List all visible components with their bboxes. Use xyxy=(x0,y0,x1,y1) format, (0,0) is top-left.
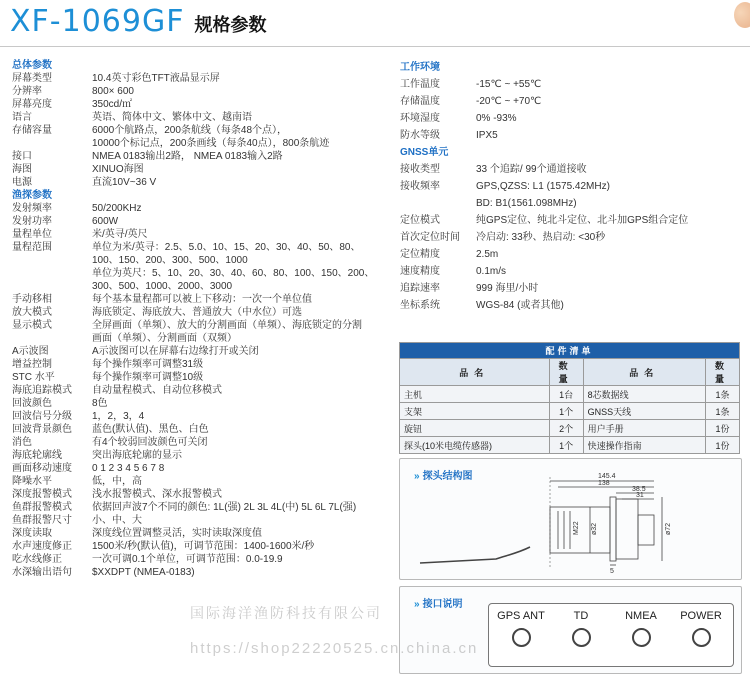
spec-row xyxy=(400,93,745,110)
table-cell: 1个 xyxy=(549,403,583,420)
connector-icon xyxy=(632,628,651,647)
double-chevron-icon: » xyxy=(414,599,420,610)
packing-header-qty: 数量 xyxy=(705,359,739,386)
spec-row xyxy=(12,397,382,410)
spec-label: 环境湿度 xyxy=(400,113,440,124)
spec-label: A示波图 xyxy=(12,346,49,357)
spec-row xyxy=(12,449,382,462)
spec-row xyxy=(12,345,382,358)
spec-row xyxy=(12,384,382,397)
packing-list-table xyxy=(399,342,740,454)
spec-row xyxy=(400,178,745,195)
spec-row xyxy=(400,263,745,280)
spec-value: 有4个较弱回波颜色可关闭 xyxy=(92,437,208,448)
spec-label: 存储容量 xyxy=(12,125,52,136)
spec-row xyxy=(12,254,382,267)
spec-row xyxy=(12,527,382,540)
section-title: 工作环境 xyxy=(400,62,440,73)
packing-header-name: 品名 xyxy=(400,359,550,386)
connector-icon xyxy=(572,628,591,647)
spec-row xyxy=(12,228,382,241)
spec-value: 深度线位置调整灵活，实时读取深度值 xyxy=(92,528,262,539)
spec-label: 屏幕类型 xyxy=(12,73,52,84)
corner-decoration xyxy=(734,2,750,28)
spec-value: 自动量程模式、自动位移模式 xyxy=(92,385,222,396)
table-row xyxy=(400,437,740,454)
spec-row xyxy=(12,501,382,514)
spec-row xyxy=(12,72,382,85)
spec-label: 分辨率 xyxy=(12,86,42,97)
spec-row xyxy=(400,195,745,212)
spec-value: 单位为米/英寻：2.5、5.0、10、15、20、30、40、50、80、 xyxy=(92,242,361,253)
spec-label: 显示模式 xyxy=(12,320,52,331)
spec-value: 100、150、200、300、500、1000 xyxy=(92,255,248,266)
spec-row xyxy=(12,241,382,254)
spec-label: 降噪水平 xyxy=(12,476,52,487)
spec-label: 消色 xyxy=(12,437,32,448)
spec-row xyxy=(12,124,382,137)
spec-label: 增益控制 xyxy=(12,359,52,370)
probe-title-text: 探头结构图 xyxy=(422,471,473,482)
section-title: 总体参数 xyxy=(12,60,52,71)
connector-box xyxy=(488,603,734,667)
spec-value: 2.5m xyxy=(476,249,499,260)
spec-label: 放大模式 xyxy=(12,307,52,318)
table-cell: 探头(10米电缆传感器) xyxy=(400,437,550,454)
spec-label: 深度读取 xyxy=(12,528,52,539)
left-spec-column xyxy=(12,59,382,579)
spec-row xyxy=(400,161,745,178)
spec-row xyxy=(12,475,382,488)
spec-row xyxy=(12,462,382,475)
port-label: GPS ANT xyxy=(497,610,545,622)
spec-row xyxy=(400,212,745,229)
spec-label: 屏幕亮度 xyxy=(12,99,52,110)
spec-value: NMEA 0183输出2路， NMEA 0183输入2路 xyxy=(92,151,283,162)
spec-row xyxy=(12,202,382,215)
spec-value: 浅水报警模式、深水报警模式 xyxy=(92,489,222,500)
spec-label: 首次定位时间 xyxy=(400,232,460,243)
spec-value: 350cd/㎡ xyxy=(92,99,133,110)
port-label: TD xyxy=(573,610,589,622)
spec-value: 突出海底轮廓的显示 xyxy=(92,450,182,461)
probe-drawing xyxy=(400,459,741,579)
table-cell: 1份 xyxy=(705,437,739,454)
spec-row xyxy=(12,436,382,449)
spec-row xyxy=(12,163,382,176)
spec-label: 深度报警模式 xyxy=(12,489,72,500)
dim-label: M22 xyxy=(573,521,580,535)
spec-value: 0% -93% xyxy=(476,113,517,124)
connector-icon xyxy=(512,628,531,647)
spec-row xyxy=(12,98,382,111)
dim-label: 38.5 xyxy=(632,486,646,493)
spec-value: 每个操作频率可调整10级 xyxy=(92,372,204,383)
spec-value: 0 1 2 3 4 5 6 7 8 xyxy=(92,463,165,474)
spec-value: 每个操作频率可调整31级 xyxy=(92,359,204,370)
spec-label: 速度精度 xyxy=(400,266,440,277)
spec-value: 999 海里/小时 xyxy=(476,283,539,294)
spec-label: 鱼群报警尺寸 xyxy=(12,515,72,526)
spec-value: 6000个航路点，200条航线（每条48个点）， xyxy=(92,125,288,136)
spec-label: 量程单位 xyxy=(12,229,52,240)
probe-structure-panel xyxy=(399,458,742,580)
spec-label: 发射功率 xyxy=(12,216,52,227)
spec-label: 画面移动速度 xyxy=(12,463,72,474)
spec-row xyxy=(12,553,382,566)
dim-label: ø32 xyxy=(591,522,598,535)
port-label: NMEA xyxy=(625,610,657,622)
spec-label: 接口 xyxy=(12,151,32,162)
spec-row xyxy=(12,150,382,163)
spec-value: 600W xyxy=(92,216,119,227)
spec-label: 防水等级 xyxy=(400,130,440,141)
spec-value: 低，中，高 xyxy=(92,476,142,487)
right-spec-column xyxy=(400,59,745,314)
table-cell: 快速操作指南 xyxy=(583,437,705,454)
spec-row xyxy=(400,297,745,314)
table-cell: 1条 xyxy=(705,386,739,403)
spec-row xyxy=(12,280,382,293)
spec-label: 坐标系统 xyxy=(400,300,440,311)
spec-value: 8色 xyxy=(92,398,108,409)
spec-value: 10000个标记点，200条画线（每条40点），800条航迹 xyxy=(92,138,330,149)
table-cell: 支架 xyxy=(400,403,550,420)
spec-label: 发射频率 xyxy=(12,203,52,214)
page-title xyxy=(10,4,266,40)
spec-value: 纯GPS定位、纯北斗定位、北斗加GPS组合定位 xyxy=(476,215,689,226)
spec-row xyxy=(12,371,382,384)
spec-label: 定位精度 xyxy=(400,249,440,260)
spec-row xyxy=(12,358,382,371)
spec-label: 水深输出语句 xyxy=(12,567,72,578)
spec-row xyxy=(12,215,382,228)
spec-label: 工作温度 xyxy=(400,79,440,90)
spec-value: 50/200KHz xyxy=(92,203,142,214)
spec-row xyxy=(12,566,382,579)
spec-label xyxy=(12,332,92,345)
spec-value: 画面（单频）、分割画面（双频） xyxy=(92,333,237,344)
port-td xyxy=(551,610,611,647)
spec-value: 300、500、1000、2000、3000 xyxy=(92,281,233,292)
spec-value: XINUO海图 xyxy=(92,164,144,175)
spec-value: BD: B1(1561.098MHz) xyxy=(476,198,577,209)
spec-row xyxy=(400,246,745,263)
spec-label xyxy=(12,254,92,267)
spec-value: A示波图可以在屏幕右边缘打开或关闭 xyxy=(92,346,259,357)
spec-label: 海底轮廓线 xyxy=(12,450,62,461)
dim-label: 145.4 xyxy=(598,473,616,480)
dim-label: 138 xyxy=(598,480,610,487)
spec-label: 追踪速率 xyxy=(400,283,440,294)
spec-row xyxy=(12,332,382,345)
spec-label: STC 水平 xyxy=(12,372,55,383)
table-row xyxy=(400,403,740,420)
spec-value: 英语、简体中文、繁体中文、越南语 xyxy=(92,112,252,123)
packing-list-caption: 配件清单 xyxy=(400,343,740,359)
spec-row xyxy=(12,267,382,280)
port-label: POWER xyxy=(680,610,722,622)
spec-value: 蓝色(默认值)、黑色、白色 xyxy=(92,424,209,435)
spec-row xyxy=(12,137,382,150)
spec-label: 鱼群报警模式 xyxy=(12,502,72,513)
spec-label: 回波信号分级 xyxy=(12,411,72,422)
spec-label: 接收类型 xyxy=(400,164,440,175)
spec-label: 存储温度 xyxy=(400,96,440,107)
section-title: 渔探参数 xyxy=(12,190,52,201)
ports-panel xyxy=(399,586,742,674)
spec-value: 小、中、大 xyxy=(92,515,142,526)
spec-label: 水声速度修正 xyxy=(12,541,72,552)
double-chevron-icon: » xyxy=(414,471,420,482)
spec-label: 回波背景颜色 xyxy=(12,424,72,435)
spec-value: GPS,QZSS: L1 (1575.42MHz) xyxy=(476,181,610,192)
spec-row xyxy=(400,229,745,246)
spec-value: 米/英寻/英尺 xyxy=(92,229,148,240)
spec-row xyxy=(12,410,382,423)
spec-value: 一次可调0.1个单位，可调节范围：0.0-19.9 xyxy=(92,554,283,565)
spec-value: 依据回声波7个不同的颜色: 1L(强) 2L 3L 4L(中) 5L 6L 7L(强) xyxy=(92,502,357,513)
spec-value: 海底锁定、海底放大、普通放大（中水位）可选 xyxy=(92,307,302,318)
spec-label: 吃水线修正 xyxy=(12,554,62,565)
spec-value: 全屏画面（单频）、放大的分割画面（单频）、海底锁定的分割 xyxy=(92,320,362,331)
spec-row xyxy=(400,76,745,93)
spec-row xyxy=(12,111,382,124)
spec-row xyxy=(400,127,745,144)
spec-row xyxy=(400,280,745,297)
table-cell: 1个 xyxy=(549,437,583,454)
packing-header-name: 品名 xyxy=(583,359,705,386)
ports-title-text: 接口说明 xyxy=(422,599,463,610)
spec-row xyxy=(12,176,382,189)
spec-value: 33 个追踪/ 99个通道接收 xyxy=(476,164,587,175)
spec-value: IPX5 xyxy=(476,130,498,141)
watermark-url: https://shop22220525.cn.china.cn xyxy=(190,640,479,657)
spec-label: 定位模式 xyxy=(400,215,440,226)
spec-value: 直流10V~36 V xyxy=(92,177,157,188)
dim-label: ø72 xyxy=(665,522,672,535)
spec-row xyxy=(12,319,382,332)
table-cell: 8芯数据线 xyxy=(583,386,705,403)
connector-icon xyxy=(692,628,711,647)
spec-value: WGS-84 (或者其他) xyxy=(476,300,564,311)
table-cell: 1份 xyxy=(705,420,739,437)
spec-label: 电源 xyxy=(12,177,32,188)
spec-label: 回波颜色 xyxy=(12,398,52,409)
spec-label: 接收频率 xyxy=(400,181,440,192)
spec-row xyxy=(12,540,382,553)
port-nmea xyxy=(611,610,671,647)
spec-label: 语言 xyxy=(12,112,32,123)
spec-value: -20℃ ~ +70℃ xyxy=(476,96,542,107)
spec-row xyxy=(400,110,745,127)
spec-row xyxy=(12,85,382,98)
spec-value: 800× 600 xyxy=(92,86,134,97)
spec-label xyxy=(12,267,92,280)
table-cell: GNSS天线 xyxy=(583,403,705,420)
spec-value: 10.4英寸彩色TFT液晶显示屏 xyxy=(92,73,220,84)
ports-panel-title xyxy=(414,595,463,610)
table-row xyxy=(400,420,740,437)
dim-label: 31 xyxy=(636,492,644,499)
spec-row xyxy=(12,488,382,501)
section-title: GNSS单元 xyxy=(400,147,449,158)
table-cell: 主机 xyxy=(400,386,550,403)
dim-label: 5 xyxy=(610,568,614,575)
spec-label: 量程范围 xyxy=(12,242,52,253)
spec-label: 手动移相 xyxy=(12,294,52,305)
spec-value: 0.1m/s xyxy=(476,266,507,277)
spec-row xyxy=(12,514,382,527)
spec-value: -15℃ ~ +55℃ xyxy=(476,79,542,90)
table-cell: 旋钮 xyxy=(400,420,550,437)
spec-row xyxy=(12,423,382,436)
packing-header-qty: 数量 xyxy=(549,359,583,386)
spec-value: $XXDPT (NMEA-0183) xyxy=(92,567,195,578)
spec-value: 1500米/秒(默认值)，可调节范围：1400-1600米/秒 xyxy=(92,541,315,552)
watermark-text: 国际海洋渔防科技有限公司 xyxy=(190,605,382,621)
header-divider xyxy=(0,46,750,47)
spec-row xyxy=(12,306,382,319)
model-name: XF-1069GF xyxy=(10,4,185,39)
page-subtitle: 规格参数 xyxy=(194,15,267,35)
spec-value: 单位为英尺：5、10、20、30、40、60、80、100、150、200、 xyxy=(92,268,375,279)
spec-row xyxy=(12,293,382,306)
spec-label: 海图 xyxy=(12,164,32,175)
spec-value: 每个基本量程都可以被上下移动：一次一个单位值 xyxy=(92,294,312,305)
spec-value: 冷启动: 33秒、热启动: <30秒 xyxy=(476,232,606,243)
table-cell: 2个 xyxy=(549,420,583,437)
port-power xyxy=(671,610,731,647)
spec-value: 1，2，3，4 xyxy=(92,411,145,422)
port-gps-ant xyxy=(491,610,551,647)
table-cell: 1台 xyxy=(549,386,583,403)
table-row xyxy=(400,386,740,403)
spec-label xyxy=(12,137,92,150)
spec-label xyxy=(12,280,92,293)
table-cell: 用户手册 xyxy=(583,420,705,437)
spec-label xyxy=(400,195,476,212)
table-cell: 1条 xyxy=(705,403,739,420)
spec-label: 海底追踪模式 xyxy=(12,385,72,396)
